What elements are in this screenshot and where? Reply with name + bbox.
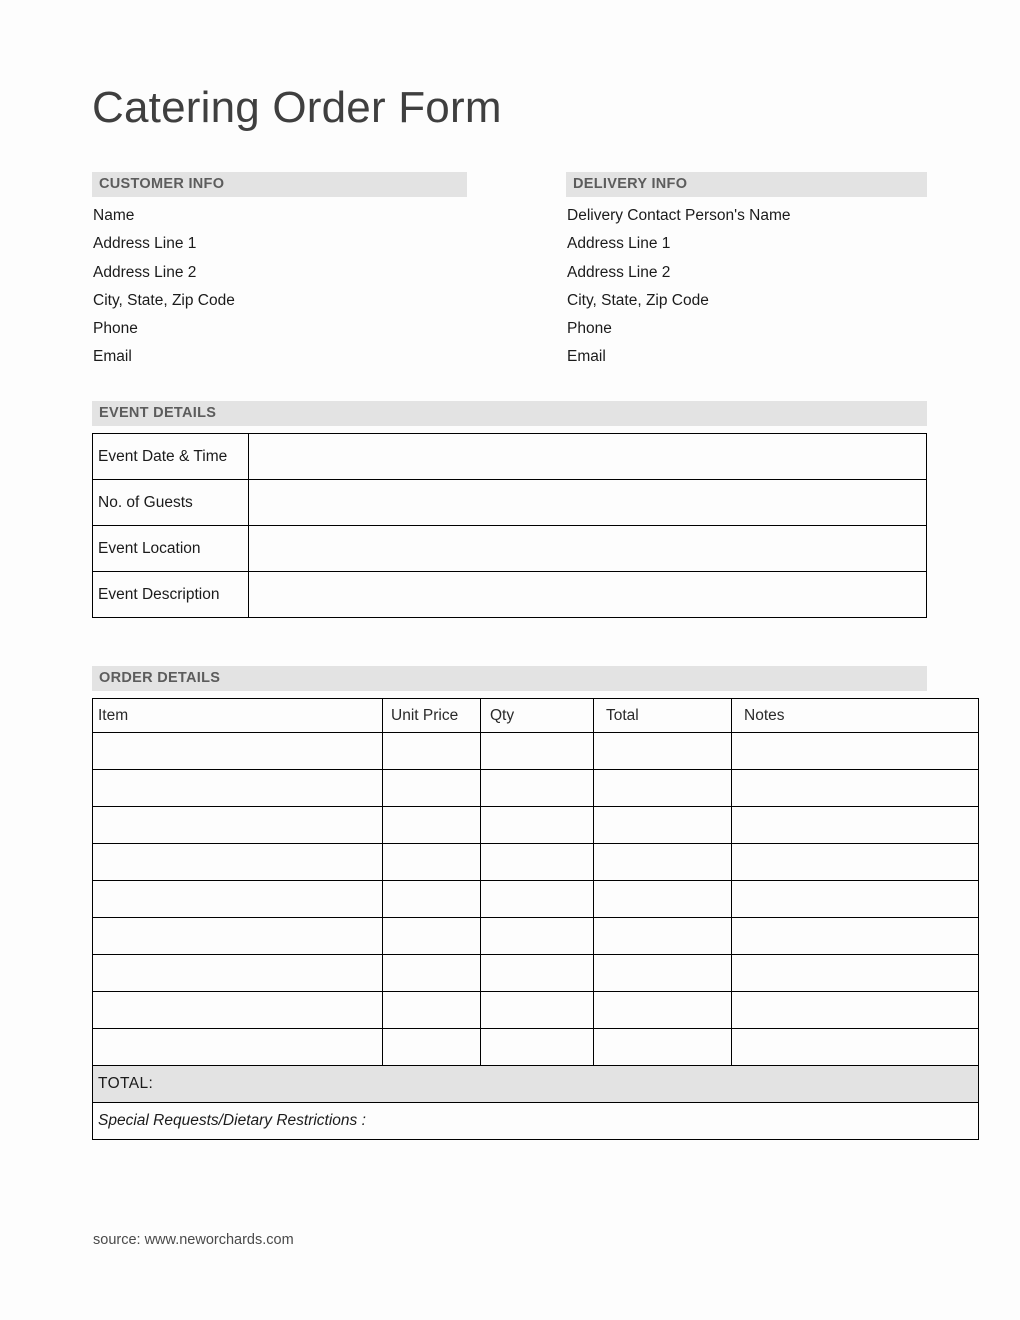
order-cell-unit-price[interactable] xyxy=(383,992,481,1029)
order-cell-unit-price[interactable] xyxy=(383,881,481,918)
order-cell-total[interactable] xyxy=(594,992,732,1029)
order-cell-qty[interactable] xyxy=(481,881,594,918)
order-cell-item[interactable] xyxy=(93,1029,383,1066)
table-row xyxy=(93,844,979,881)
customer-field-phone: Phone xyxy=(93,320,138,338)
order-cell-total[interactable] xyxy=(594,733,732,770)
column-header-qty: Qty xyxy=(481,699,594,733)
table-row xyxy=(93,733,979,770)
order-cell-notes[interactable] xyxy=(732,807,979,844)
special-requests-row[interactable] xyxy=(93,1103,979,1140)
order-cell-qty[interactable] xyxy=(481,1029,594,1066)
order-cell-unit-price[interactable] xyxy=(383,844,481,881)
column-header-unit-price: Unit Price xyxy=(383,699,481,733)
event-input-description[interactable] xyxy=(249,572,927,618)
order-cell-total[interactable] xyxy=(594,918,732,955)
table-row xyxy=(93,992,979,1029)
delivery-field-city-state-zip: City, State, Zip Code xyxy=(567,291,709,309)
order-cell-notes[interactable] xyxy=(732,881,979,918)
table-row xyxy=(93,918,979,955)
customer-field-email: Email xyxy=(93,348,132,366)
order-cell-unit-price[interactable] xyxy=(383,1029,481,1066)
order-cell-total[interactable] xyxy=(594,1029,732,1066)
delivery-field-email: Email xyxy=(567,348,606,366)
order-cell-unit-price[interactable] xyxy=(383,807,481,844)
order-cell-qty[interactable] xyxy=(481,770,594,807)
order-cell-total[interactable] xyxy=(594,807,732,844)
page-title: Catering Order Form xyxy=(92,83,502,132)
event-input-location[interactable] xyxy=(249,526,927,572)
table-row xyxy=(93,1029,979,1066)
order-cell-unit-price[interactable] xyxy=(383,918,481,955)
order-cell-item[interactable] xyxy=(93,992,383,1029)
delivery-field-contact-name: Delivery Contact Person's Name xyxy=(567,207,791,224)
order-rows-body xyxy=(93,733,979,1066)
section-header-delivery-info: DELIVERY INFO xyxy=(566,172,927,197)
table-row xyxy=(93,770,979,807)
event-details-table xyxy=(92,433,927,618)
customer-info-field-list xyxy=(93,202,235,372)
event-label-guests: No. of Guests xyxy=(93,480,249,526)
order-total-row xyxy=(93,1066,979,1103)
table-row xyxy=(93,572,927,618)
section-header-customer-info: CUSTOMER INFO xyxy=(92,172,467,197)
table-header-row xyxy=(93,699,979,733)
source-attribution: source: www.neworchards.com xyxy=(93,1232,294,1248)
order-cell-item[interactable] xyxy=(93,770,383,807)
order-cell-item[interactable] xyxy=(93,918,383,955)
order-cell-qty[interactable] xyxy=(481,807,594,844)
order-cell-notes[interactable] xyxy=(732,992,979,1029)
delivery-field-address1: Address Line 1 xyxy=(567,235,671,253)
event-label-date-time: Event Date & Time xyxy=(93,434,249,480)
table-row xyxy=(93,807,979,844)
order-cell-notes[interactable] xyxy=(732,1029,979,1066)
order-cell-qty[interactable] xyxy=(481,955,594,992)
order-cell-item[interactable] xyxy=(93,881,383,918)
customer-field-name: Name xyxy=(93,207,135,224)
order-cell-unit-price[interactable] xyxy=(383,770,481,807)
customer-field-city-state-zip: City, State, Zip Code xyxy=(93,291,235,309)
order-details-table xyxy=(92,698,979,1140)
order-cell-notes[interactable] xyxy=(732,955,979,992)
column-header-item: Item xyxy=(93,699,383,733)
table-row xyxy=(93,526,927,572)
order-cell-qty[interactable] xyxy=(481,918,594,955)
order-cell-qty[interactable] xyxy=(481,992,594,1029)
column-header-total: Total xyxy=(594,699,732,733)
special-requests-label: Special Requests/Dietary Restrictions : xyxy=(98,1112,366,1129)
order-cell-item[interactable] xyxy=(93,807,383,844)
section-header-order-details: ORDER DETAILS xyxy=(92,666,927,691)
order-cell-notes[interactable] xyxy=(732,733,979,770)
order-cell-notes[interactable] xyxy=(732,770,979,807)
delivery-field-phone: Phone xyxy=(567,320,612,338)
table-row xyxy=(93,434,927,480)
order-cell-unit-price[interactable] xyxy=(383,733,481,770)
order-cell-total[interactable] xyxy=(594,955,732,992)
order-cell-notes[interactable] xyxy=(732,844,979,881)
order-cell-notes[interactable] xyxy=(732,918,979,955)
order-cell-item[interactable] xyxy=(93,844,383,881)
total-label: TOTAL: xyxy=(93,1066,979,1103)
column-header-notes: Notes xyxy=(732,699,979,733)
order-cell-total[interactable] xyxy=(594,770,732,807)
event-input-date-time[interactable] xyxy=(249,434,927,480)
order-cell-qty[interactable] xyxy=(481,844,594,881)
section-header-event-details: EVENT DETAILS xyxy=(92,401,927,426)
delivery-field-address2: Address Line 2 xyxy=(567,263,671,281)
special-requests-cell[interactable] xyxy=(93,1103,979,1140)
order-cell-unit-price[interactable] xyxy=(383,955,481,992)
order-cell-item[interactable] xyxy=(93,955,383,992)
customer-field-address2: Address Line 2 xyxy=(93,263,197,281)
table-row xyxy=(93,955,979,992)
event-label-location: Event Location xyxy=(93,526,249,572)
table-row xyxy=(93,480,927,526)
event-input-guests[interactable] xyxy=(249,480,927,526)
order-cell-total[interactable] xyxy=(594,881,732,918)
delivery-info-field-list xyxy=(567,202,791,372)
order-cell-item[interactable] xyxy=(93,733,383,770)
table-row xyxy=(93,881,979,918)
order-cell-qty[interactable] xyxy=(481,733,594,770)
order-cell-total[interactable] xyxy=(594,844,732,881)
customer-field-address1: Address Line 1 xyxy=(93,235,197,253)
event-label-description: Event Description xyxy=(93,572,249,618)
